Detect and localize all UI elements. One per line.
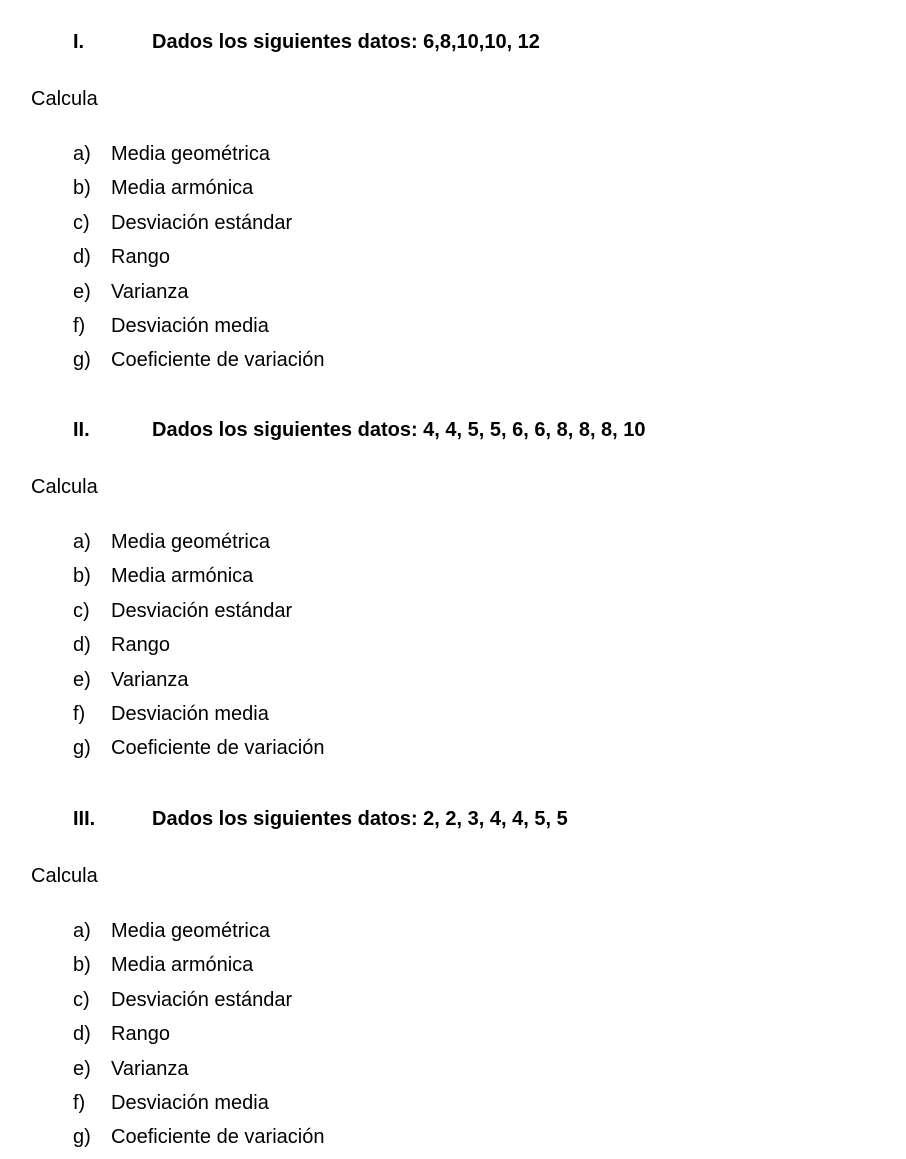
list-item-text: Coeficiente de variación bbox=[111, 737, 325, 760]
list-item-text: Desviación estándar bbox=[111, 211, 293, 234]
list-marker: b) bbox=[73, 177, 91, 200]
list-item-text: Varianza bbox=[111, 1057, 189, 1080]
section-title: Dados los siguientes datos: 4, 4, 5, 5, 6, 6, 8, 8, 8, 10 bbox=[152, 419, 646, 441]
list-item-text: Desviación media bbox=[111, 702, 269, 725]
list-marker: d) bbox=[73, 246, 91, 269]
list-marker: g) bbox=[73, 1126, 91, 1149]
list-item-text: Coeficiente de variación bbox=[111, 1126, 325, 1149]
list-item-text: Desviación estándar bbox=[111, 599, 293, 622]
section-numeral: III. bbox=[73, 808, 96, 830]
calcula-label: Calcula bbox=[31, 88, 98, 110]
list-item-text: Varianza bbox=[111, 280, 189, 303]
list-marker: f) bbox=[73, 702, 86, 725]
list-marker: g) bbox=[73, 737, 91, 760]
list-marker: b) bbox=[73, 954, 91, 977]
list-item-text: Desviación estándar bbox=[111, 988, 293, 1011]
list-item-text: Media armónica bbox=[111, 565, 254, 588]
list-marker: a) bbox=[73, 143, 91, 165]
list-item-text: Rango bbox=[111, 1023, 170, 1046]
section-numeral: I. bbox=[73, 31, 85, 53]
list-item-text: Desviación media bbox=[111, 314, 269, 337]
list-marker: d) bbox=[73, 634, 91, 657]
list-item-text: Media armónica bbox=[111, 954, 254, 977]
section-title: Dados los siguientes datos: 6,8,10,10, 12 bbox=[152, 31, 540, 53]
list-marker: e) bbox=[73, 668, 91, 691]
list-marker: g) bbox=[73, 349, 91, 372]
list-item-text: Coeficiente de variación bbox=[111, 349, 325, 372]
list-marker: a) bbox=[73, 920, 91, 942]
list-marker: c) bbox=[73, 211, 90, 234]
list-marker: f) bbox=[73, 314, 86, 337]
list-item-text: Media geométrica bbox=[111, 531, 270, 553]
list-item-text: Varianza bbox=[111, 668, 189, 691]
list-marker: e) bbox=[73, 280, 91, 303]
list-item-text: Rango bbox=[111, 246, 170, 269]
calcula-label: Calcula bbox=[31, 865, 98, 887]
list-item-text: Desviación media bbox=[111, 1091, 269, 1114]
list-item-text: Media armónica bbox=[111, 177, 254, 200]
list-marker: c) bbox=[73, 599, 90, 622]
list-item-text: Rango bbox=[111, 634, 170, 657]
section-numeral: II. bbox=[73, 419, 90, 441]
section-title: Dados los siguientes datos: 2, 2, 3, 4, 4, 5, 5 bbox=[152, 808, 568, 830]
calcula-label: Calcula bbox=[31, 476, 98, 498]
list-marker: e) bbox=[73, 1057, 91, 1080]
list-item-text: Media geométrica bbox=[111, 143, 270, 165]
list-marker: a) bbox=[73, 531, 91, 553]
list-item-text: Media geométrica bbox=[111, 920, 270, 942]
list-marker: f) bbox=[73, 1091, 86, 1114]
list-marker: c) bbox=[73, 988, 90, 1011]
list-marker: d) bbox=[73, 1023, 91, 1046]
list-marker: b) bbox=[73, 565, 91, 588]
